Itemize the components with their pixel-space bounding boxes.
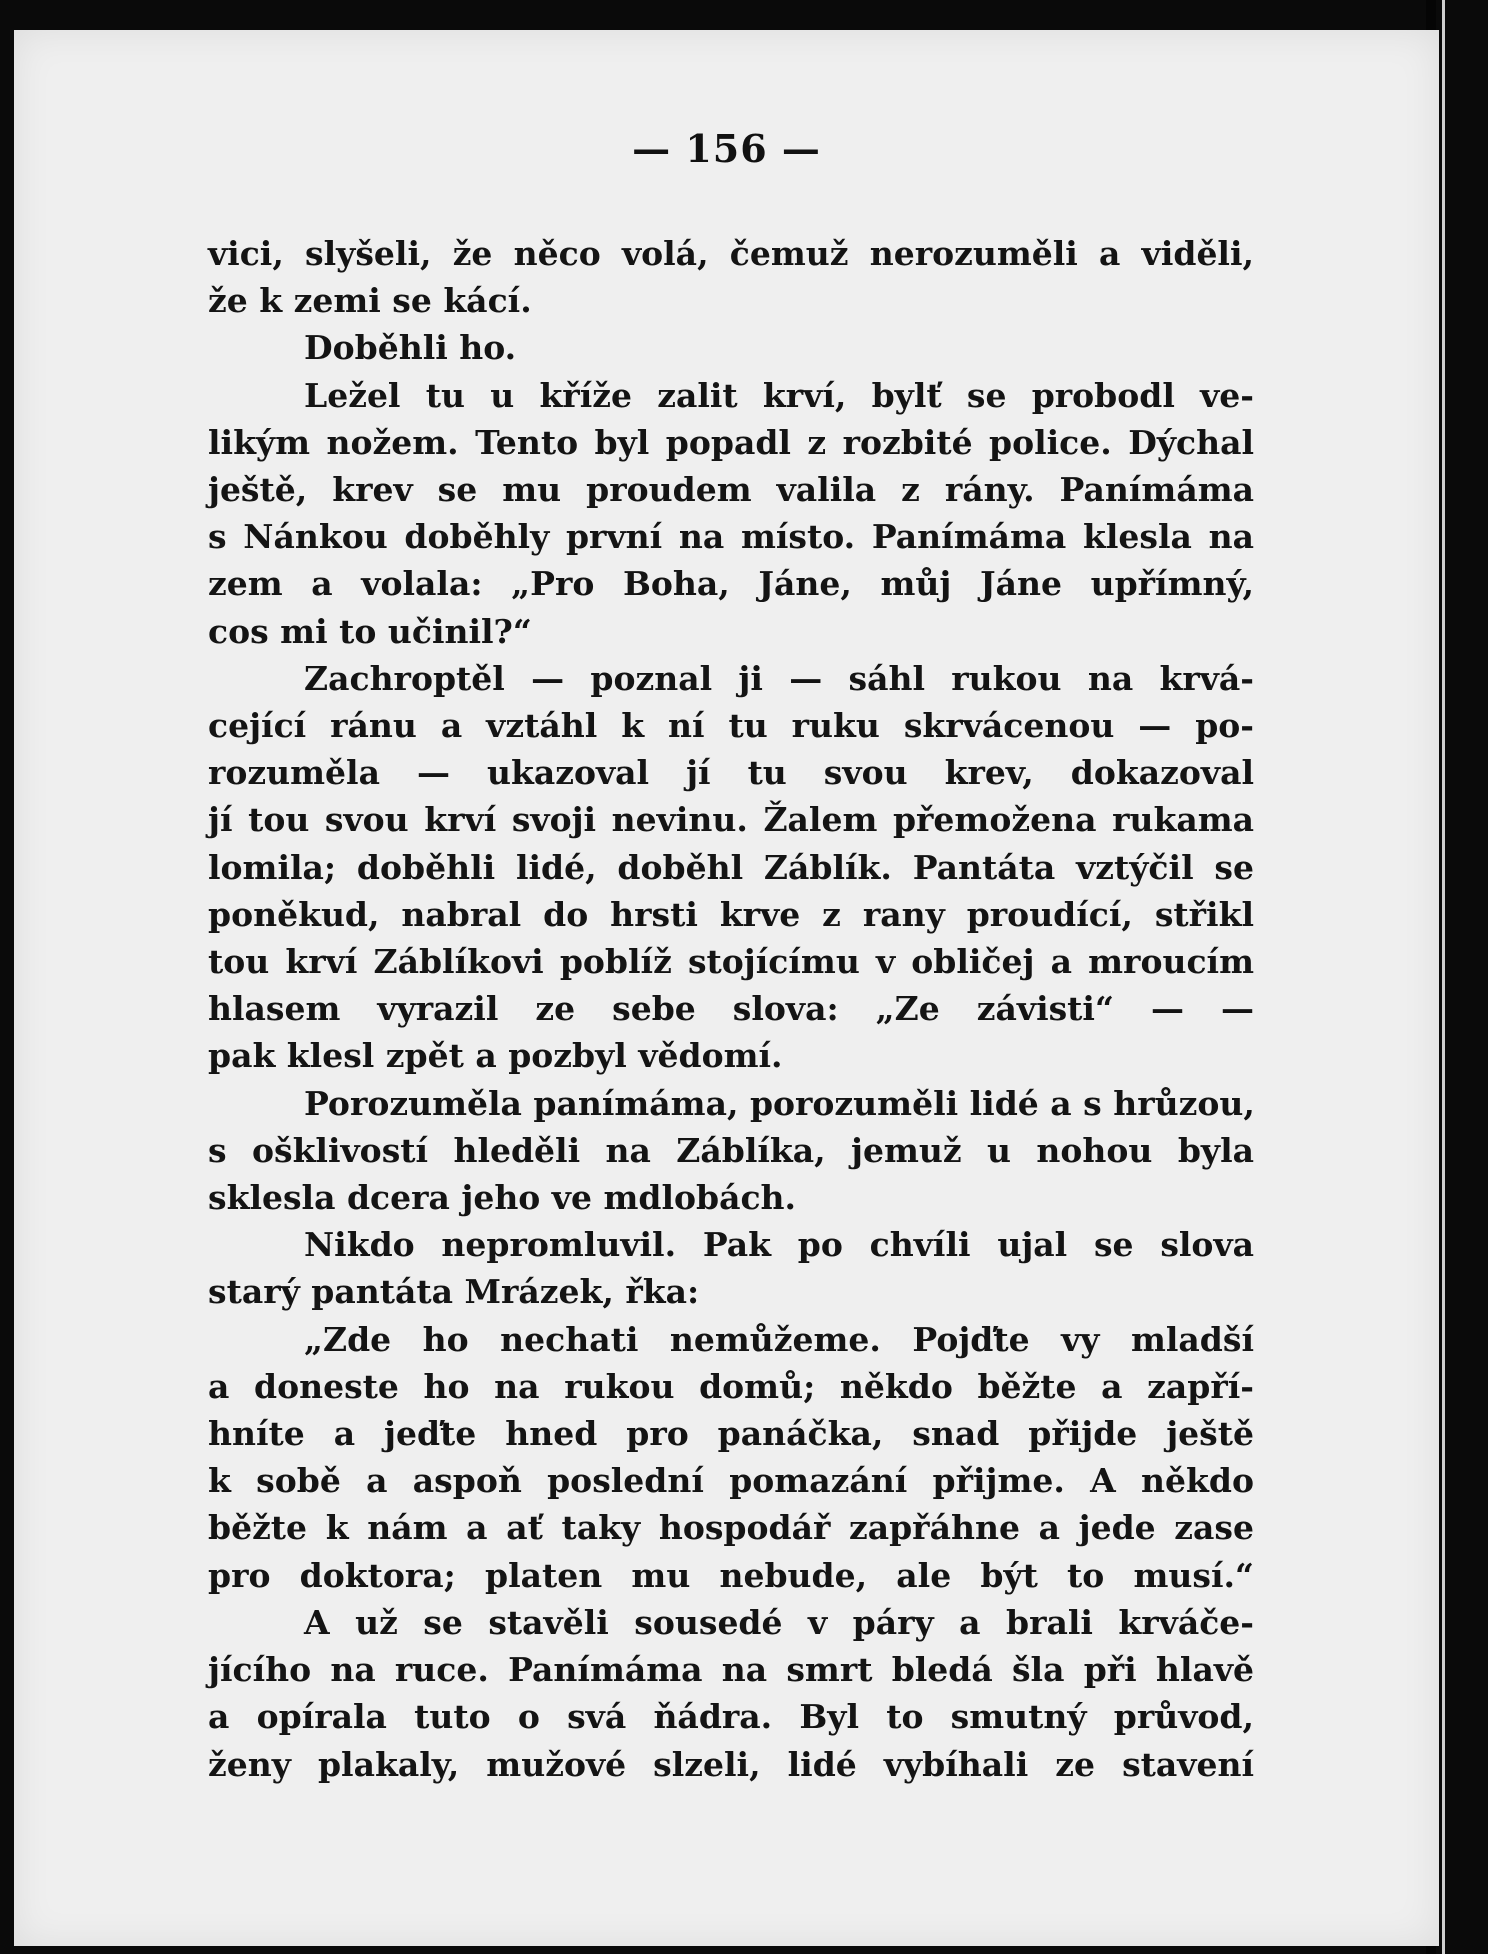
text-line: a opírala tuto o svá ňádra. Byl to smutný průvod, [208,1697,1254,1737]
text-line: cející ránu a vztáhl k ní tu ruku skrvácenou — po- [208,706,1254,746]
text-line: Porozuměla panímáma, porozuměli lidé a s hrůzou, [304,1083,1255,1123]
text-line: ještě, krev se mu proudem valila z rány. Panímáma [208,470,1254,510]
text-line: rozuměla — ukazoval jí tu svou krev, dokazoval [208,753,1254,793]
scan-edge-line [1442,0,1445,1954]
text-line: zem a volala: „Pro Boha, Jáne, můj Jáne upřímný, [208,564,1254,604]
text-line: k sobě a aspoň poslední pomazání přijme. A někdo [208,1461,1254,1501]
text-line: cos mi to učinil?“ [208,611,532,651]
text-line: vici, slyšeli, že něco volá, čemuž nerozuměli a viděli, [208,234,1254,273]
text-line: „Zde ho nechati nemůžeme. Pojďte vy mladší [304,1319,1254,1359]
body-text [208,230,1254,1788]
text-line: hníte a jeďte hned pro panáčka, snad přijde ještě [208,1414,1254,1454]
text-line: sklesla dcera jeho ve mdlobách. [208,1178,797,1218]
text-line: s ošklivostí hleděli na Záblíka, jemuž u nohou byla [208,1130,1254,1170]
text-line: a doneste ho na rukou domů; někdo běžte a zapří- [208,1366,1254,1406]
text-line: starý pantáta Mrázek, řka: [208,1272,700,1312]
text-line: likým nožem. Tento byl popadl z rozbité police. Dýchal [208,422,1254,462]
text-line: pak klesl zpět a pozbyl vědomí. [208,1036,783,1076]
text-line: tou krví Záblíkovi poblíž stojícímu v obličej a mroucím [208,942,1254,982]
text-line: ženy plakaly, mužové slzeli, lidé vybíhali ze stavení [208,1744,1254,1784]
text-line: A už se stavěli sousedé v páry a brali krváče- [304,1602,1254,1642]
text-line: běžte k nám a ať taky hospodář zapřáhne a jede zase [208,1508,1254,1548]
text-line: s Nánkou doběhly první na místo. Panímáma klesla na [208,517,1254,557]
book-page [14,30,1439,1946]
text-line: Doběhli ho. [304,328,517,368]
text-line: Zachroptěl — poznal ji — sáhl rukou na krvá- [304,658,1254,698]
text-line: hlasem vyrazil ze sebe slova: „Ze závisti“ — — [208,989,1254,1029]
text-line: lomila; doběhli lidé, doběhl Záblík. Pantáta vztýčil se [208,847,1254,887]
text-line: pro doktora; platen mu nebude, ale být to musí.“ [208,1555,1254,1595]
text-line: Ležel tu u kříže zalit krví, bylť se probodl ve- [304,375,1254,415]
text-line: že k zemi se kácí. [208,281,532,321]
text-line: jí tou svou krví svoji nevinu. Žalem přemožena rukama [208,800,1254,840]
text-line: Nikdo nepromluvil. Pak po chvíli ujal se slova [304,1225,1254,1265]
text-line: jícího na ruce. Panímáma na smrt bledá šla při hlavě [208,1650,1254,1690]
page-number: — 156 — [632,126,821,171]
text-line: poněkud, nabral do hrsti krve z rany proudící, střikl [208,894,1254,934]
